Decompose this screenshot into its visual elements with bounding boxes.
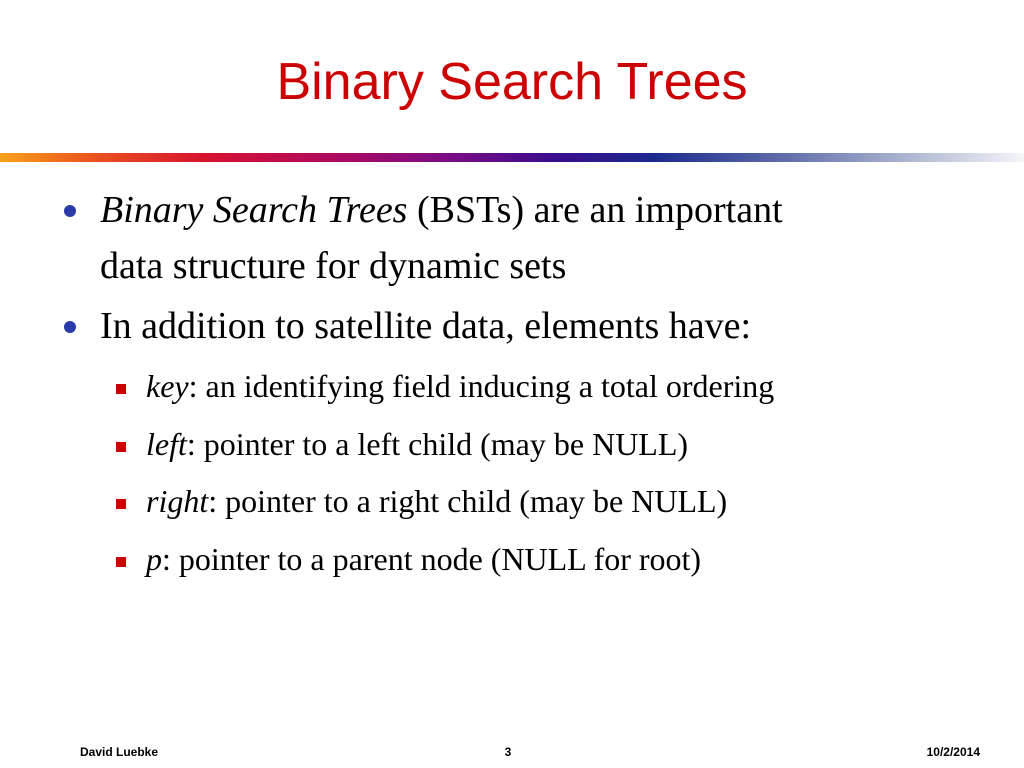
sub-bullet-right xyxy=(146,481,986,521)
bullet-bsts-line-2: data structure for dynamic sets xyxy=(100,245,567,287)
title-gradient-rule xyxy=(0,153,1024,162)
sub-bullet-left xyxy=(146,424,986,464)
bullet-bsts-italic-term: Binary Search Trees xyxy=(100,189,408,231)
bullet-elements xyxy=(100,298,980,354)
footer-date: 10/2/2014 xyxy=(926,745,980,759)
square-bullet-icon xyxy=(116,499,126,509)
sub-bullet-p xyxy=(146,539,986,579)
bullet-elements-text: In addition to satellite data, elements have: xyxy=(100,305,752,347)
sub-bullet-key xyxy=(146,366,986,406)
round-bullet-icon xyxy=(64,205,76,217)
square-bullet-icon xyxy=(116,442,126,452)
bullet-bsts-line-1 xyxy=(100,182,980,238)
sub-bullet-desc: : an identifying field inducing a total ordering xyxy=(188,368,775,404)
sub-bullet-desc: : pointer to a parent node (NULL for root) xyxy=(162,541,702,577)
square-bullet-icon xyxy=(116,384,126,394)
bullet-bsts xyxy=(100,182,980,294)
footer-page-number: 3 xyxy=(504,745,512,759)
bullet-bsts-text: (BSTs) are an important xyxy=(407,189,783,231)
sub-bullet-desc: : pointer to a left child (may be NULL) xyxy=(186,426,689,462)
sub-bullet-term: right xyxy=(146,483,209,519)
slide-title: Binary Search Trees xyxy=(276,53,748,111)
sub-bullet-desc: : pointer to a right child (may be NULL) xyxy=(208,483,728,519)
sub-bullet-term: p xyxy=(146,541,162,577)
round-bullet-icon xyxy=(64,321,76,333)
sub-bullet-term: key xyxy=(146,368,189,404)
square-bullet-icon xyxy=(116,557,126,567)
footer-author: David Luebke xyxy=(80,745,159,759)
sub-bullet-term: left xyxy=(146,426,187,462)
